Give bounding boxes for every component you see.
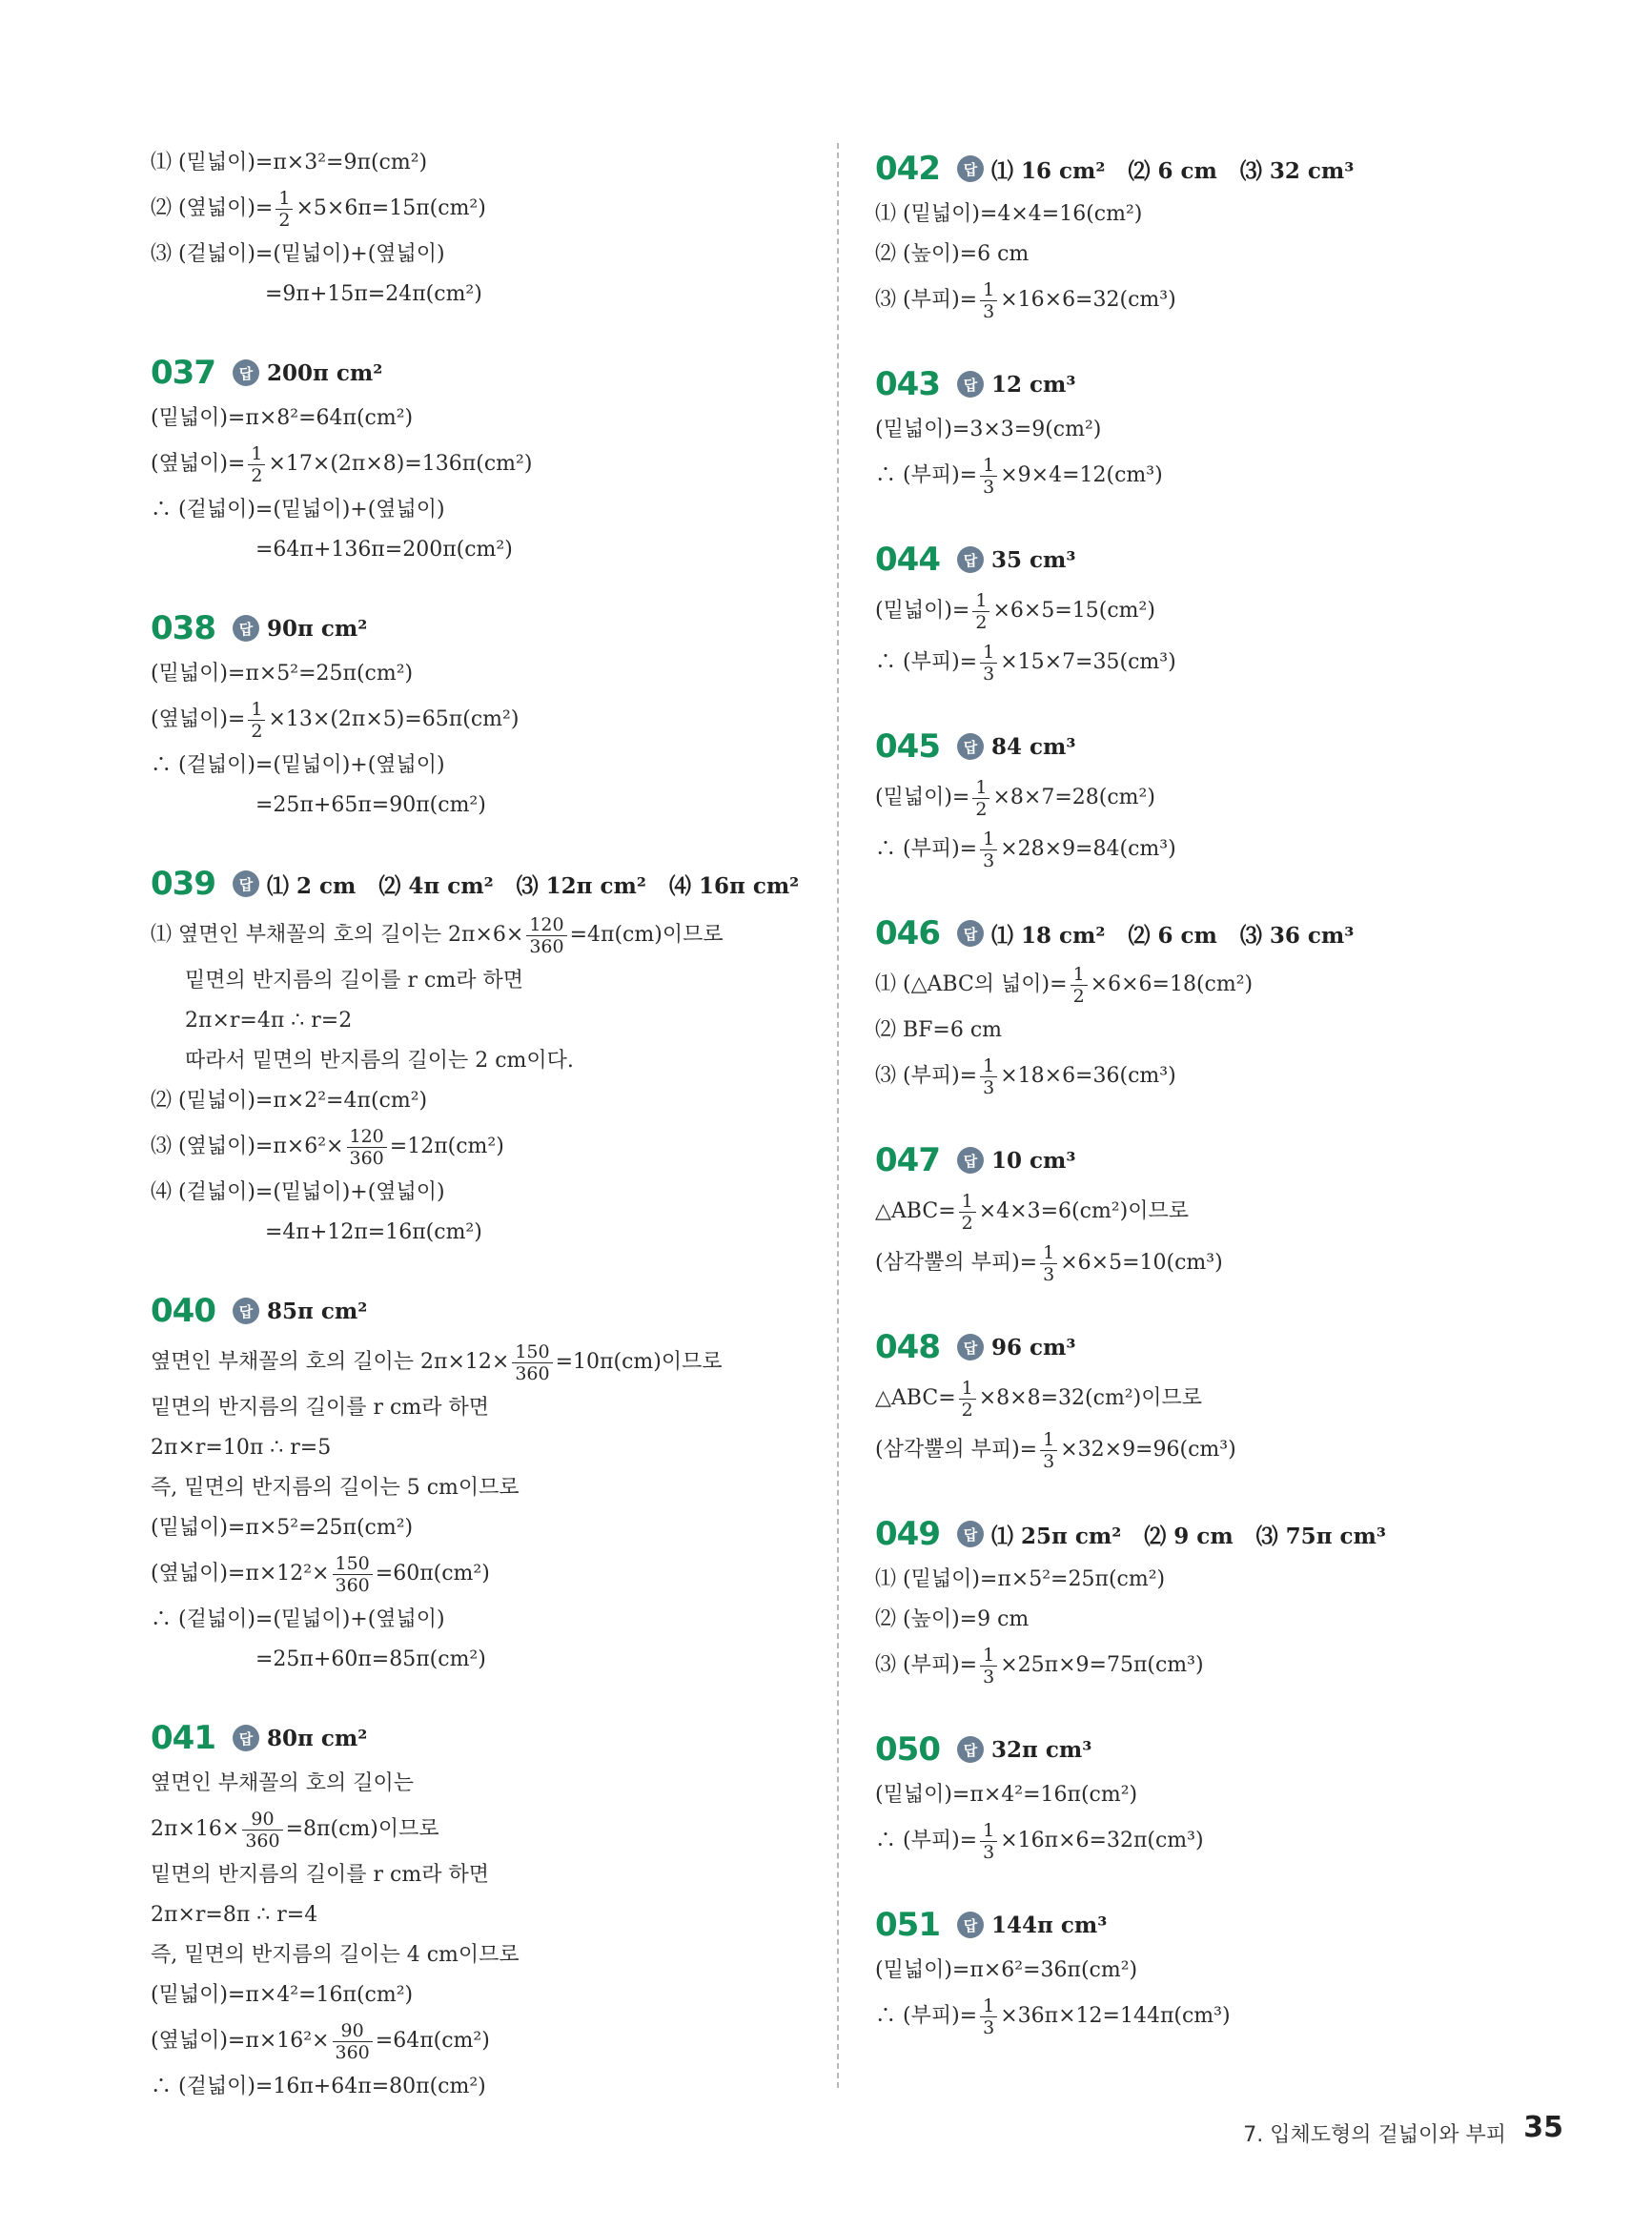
line-text: ×5×6π=15π(cm²) — [296, 196, 486, 220]
line-text: 따라서 밑면의 반지름의 길이는 2 cm이다. — [185, 1049, 574, 1073]
line-text: 밑면의 반지름의 길이를 r cm라 하면 — [185, 969, 523, 992]
fraction-numerator: 120 — [526, 914, 566, 936]
problem-header — [875, 1321, 1495, 1373]
fraction-denominator: 2 — [975, 611, 988, 633]
line-text: ∴ (겉넓이)=16π+64π=80π(cm²) — [151, 2075, 486, 2098]
solution-line — [151, 1001, 818, 1041]
solution-line — [151, 1081, 818, 1121]
line-text: =10π(cm)이므로 — [555, 1350, 723, 1374]
line-text: ∴ (겉넓이)=(밑넓이)+(옆넓이) — [151, 498, 445, 522]
fraction — [972, 777, 989, 820]
line-text: ∴ (부피)= — [875, 650, 978, 674]
problem-number: 040 — [151, 1292, 215, 1330]
fraction — [959, 1378, 976, 1421]
line-text: ⑷ (겉넓이)=(밑넓이)+(옆넓이) — [151, 1180, 445, 1204]
problem-header — [875, 1508, 1495, 1560]
line-text: (밑넓이)=π×5²=25π(cm²) — [151, 662, 414, 685]
line-text: ⑴ 옆면인 부채꼴의 호의 길이는 2π×6× — [151, 923, 524, 947]
fraction — [980, 1820, 997, 1863]
line-text: =25π+65π=90π(cm²) — [255, 793, 486, 817]
answer-badge: 답 — [233, 1298, 259, 1324]
left-column — [151, 143, 818, 2139]
problem-header — [875, 1899, 1495, 1951]
fraction — [512, 1341, 552, 1384]
answer-text: ⑴ 18 cm² ⑵ 6 cm ⑶ 36 cm³ — [991, 922, 1355, 949]
solution-line — [151, 399, 818, 439]
solution-line — [151, 143, 818, 183]
fraction — [248, 699, 265, 742]
line-text: =12π(cm²) — [389, 1135, 504, 1158]
line-text: =4π+12π=16π(cm²) — [265, 1220, 482, 1244]
solution-line — [151, 1213, 818, 1253]
solution-line — [151, 235, 818, 275]
solution-line — [151, 1895, 818, 1935]
fraction-numerator: 1 — [972, 590, 989, 612]
fraction-numerator: 90 — [242, 1809, 282, 1831]
solution-line — [875, 585, 1495, 637]
fraction-numerator: 1 — [980, 642, 997, 664]
fraction-denominator: 3 — [1043, 1263, 1055, 1285]
line-text: ⑵ (높이)=6 cm — [875, 242, 1030, 266]
fraction-denominator: 2 — [1072, 985, 1085, 1007]
fraction-numerator: 1 — [959, 1191, 976, 1213]
solution-line — [151, 1804, 818, 1855]
answer-badge: 답 — [957, 1334, 984, 1361]
solution-line — [151, 786, 818, 826]
fraction-numerator: 150 — [512, 1341, 552, 1363]
fraction-denominator: 3 — [983, 1841, 995, 1863]
line-text: ×16π×6=32π(cm³) — [1000, 1829, 1204, 1852]
line-text: (옆넓이)= — [151, 452, 246, 476]
solution-line — [151, 183, 818, 235]
fraction-numerator: 1 — [1071, 964, 1088, 986]
problem-number: 041 — [151, 1719, 215, 1757]
line-text: ⑵ (옆넓이)= — [151, 196, 274, 220]
fraction-numerator: 1 — [980, 1055, 997, 1077]
fraction-numerator: 120 — [347, 1126, 387, 1148]
fraction-denominator: 360 — [529, 935, 564, 957]
solution-line — [151, 490, 818, 530]
solution-line — [875, 1815, 1495, 1867]
line-text: ⑶ (부피)= — [875, 288, 978, 312]
solution-line — [875, 1011, 1495, 1051]
fraction-numerator: 1 — [980, 279, 997, 301]
answer-text: 84 cm³ — [991, 733, 1076, 760]
solution-line — [151, 1121, 818, 1173]
fraction-denominator: 2 — [961, 1399, 973, 1421]
problem-number: 049 — [875, 1515, 940, 1553]
fraction-numerator: 1 — [980, 1645, 997, 1667]
line-text: ∴ (겉넓이)=(밑넓이)+(옆넓이) — [151, 1607, 445, 1631]
line-text: ×9×4=12(cm³) — [1000, 463, 1163, 487]
fraction — [242, 1809, 282, 1852]
fraction-numerator: 1 — [972, 777, 989, 799]
solution-line — [875, 824, 1495, 875]
problem-number: 046 — [875, 914, 940, 952]
line-text: =8π(cm)이므로 — [285, 1817, 439, 1841]
fraction-denominator: 360 — [349, 1147, 384, 1169]
fraction-numerator: 90 — [333, 2020, 373, 2042]
fraction — [347, 1126, 387, 1169]
fraction-denominator: 3 — [983, 2016, 995, 2038]
fraction — [980, 1995, 997, 2038]
line-text: △ABC= — [875, 1199, 956, 1223]
solution-line — [875, 235, 1495, 275]
problem-number: 044 — [875, 541, 940, 579]
fraction-numerator: 1 — [1040, 1429, 1057, 1451]
line-text: 밑면의 반지름의 길이를 r cm라 하면 — [151, 1396, 489, 1420]
problem-number: 043 — [875, 365, 940, 403]
solution-line — [151, 1855, 818, 1895]
solution-line — [151, 1468, 818, 1508]
fraction — [980, 1055, 997, 1098]
problem-header — [875, 721, 1495, 772]
problem-number: 047 — [875, 1141, 940, 1179]
answer-text: 80π cm² — [267, 1725, 368, 1751]
line-text: ⑴ (밑넓이)=π×5²=25π(cm²) — [875, 1567, 1166, 1591]
problem-header — [151, 858, 818, 910]
problem-block — [875, 1321, 1495, 1476]
solution-line — [151, 2015, 818, 2067]
fraction-denominator: 3 — [1043, 1450, 1055, 1472]
fraction — [972, 590, 989, 633]
fraction-denominator: 360 — [335, 2041, 370, 2063]
fraction-denominator: 360 — [335, 1574, 370, 1596]
solution-line — [875, 1373, 1495, 1424]
fraction-denominator: 2 — [251, 720, 263, 742]
line-text: ×13×(2π×5)=65π(cm²) — [268, 707, 520, 731]
solution-line — [875, 410, 1495, 450]
answer-badge: 답 — [233, 870, 259, 897]
fraction — [526, 914, 566, 957]
line-text: ×8×7=28(cm²) — [992, 786, 1155, 809]
solution-line — [875, 1238, 1495, 1289]
line-text: ∴ (부피)= — [875, 1829, 978, 1852]
fraction-denominator: 3 — [983, 1076, 995, 1098]
fraction — [1071, 964, 1088, 1007]
solution-line — [151, 910, 818, 961]
fraction — [980, 1645, 997, 1688]
problem-number: 039 — [151, 865, 215, 903]
solution-line — [151, 694, 818, 746]
fraction — [333, 2020, 373, 2063]
line-text: ×25π×9=75π(cm³) — [1000, 1653, 1204, 1677]
line-text: =9π+15π=24π(cm²) — [265, 282, 482, 306]
answer-badge: 답 — [957, 546, 984, 573]
fraction-denominator: 360 — [245, 1830, 280, 1852]
line-text: 2π×16× — [151, 1817, 240, 1841]
answer-badge: 답 — [957, 1521, 984, 1547]
line-text: ⑶ (부피)= — [875, 1064, 978, 1088]
solution-line — [151, 654, 818, 694]
fraction — [248, 443, 265, 486]
solution-line — [151, 746, 818, 786]
line-text: (옆넓이)=π×12²× — [151, 1562, 330, 1586]
answer-text: ⑴ 25π cm² ⑵ 9 cm ⑶ 75π cm³ — [991, 1523, 1386, 1549]
problem-header — [151, 1712, 818, 1764]
line-text: ×18×6=36(cm³) — [1000, 1064, 1176, 1088]
answer-badge: 답 — [957, 1736, 984, 1763]
answer-text: 85π cm² — [267, 1298, 368, 1324]
fraction — [1040, 1429, 1057, 1472]
line-text: ⑵ BF=6 cm — [875, 1018, 1003, 1042]
solution-line — [875, 772, 1495, 824]
solution-line — [875, 1424, 1495, 1476]
problem-header — [151, 347, 818, 399]
problem-block — [151, 143, 818, 315]
fraction-numerator: 1 — [248, 443, 265, 465]
problem-block — [875, 534, 1495, 688]
line-text: (밑넓이)=π×5²=25π(cm²) — [151, 1516, 414, 1540]
line-text: (밑넓이)=π×4²=16π(cm²) — [151, 1983, 414, 2007]
fraction — [1040, 1242, 1057, 1285]
line-text: (옆넓이)= — [151, 707, 246, 731]
line-text: 2π×r=4π ∴ r=2 — [185, 1009, 353, 1033]
line-text: ×32×9=96(cm³) — [1060, 1438, 1236, 1462]
problem-number: 045 — [875, 727, 940, 766]
answer-text: 90π cm² — [267, 615, 368, 642]
line-text: ∴ (부피)= — [875, 463, 978, 487]
line-text: (삼각뿔의 부피)= — [875, 1251, 1038, 1275]
problem-block — [875, 143, 1495, 326]
fraction-denominator: 3 — [983, 476, 995, 498]
fraction-numerator: 1 — [980, 455, 997, 477]
line-text: ∴ (부피)= — [875, 837, 978, 861]
fraction — [959, 1191, 976, 1234]
line-text: ⑴ (밑넓이)=4×4=16(cm²) — [875, 202, 1143, 226]
chapter-title: 7. 입체도형의 겉넓이와 부피 — [1243, 2123, 1506, 2147]
solution-line — [151, 1508, 818, 1548]
solution-line — [875, 1991, 1495, 2042]
problem-block — [151, 858, 818, 1253]
solution-line — [151, 1764, 818, 1804]
answer-text: 10 cm³ — [991, 1147, 1076, 1174]
line-text: ×6×6=18(cm²) — [1090, 972, 1254, 996]
line-text: ⑶ (옆넓이)=π×6²× — [151, 1135, 344, 1158]
fraction-numerator: 1 — [1040, 1242, 1057, 1264]
line-text: =60π(cm²) — [375, 1562, 490, 1586]
problem-number: 042 — [875, 150, 940, 188]
problem-block — [875, 908, 1495, 1102]
problem-header — [875, 1724, 1495, 1775]
problem-header — [875, 143, 1495, 194]
problem-block — [151, 1712, 818, 2107]
solution-line — [151, 1548, 818, 1600]
solution-line — [151, 1428, 818, 1468]
fraction-numerator: 1 — [980, 1820, 997, 1842]
solution-line — [151, 1935, 818, 1975]
line-text: (밑넓이)=π×6²=36π(cm²) — [875, 1958, 1138, 1982]
fraction — [980, 829, 997, 871]
fraction — [980, 455, 997, 498]
solution-line — [875, 1640, 1495, 1691]
problem-header — [875, 1135, 1495, 1186]
line-text: ∴ (겉넓이)=(밑넓이)+(옆넓이) — [151, 753, 445, 777]
answer-text: ⑴ 2 cm ⑵ 4π cm² ⑶ 12π cm² ⑷ 16π cm² — [267, 872, 800, 899]
solution-line — [151, 275, 818, 315]
answer-badge: 답 — [233, 615, 259, 642]
line-text: (밑넓이)=π×8²=64π(cm²) — [151, 406, 414, 430]
line-text: ×4×3=6(cm²)이므로 — [978, 1199, 1189, 1223]
solution-line — [151, 1640, 818, 1680]
answer-badge: 답 — [957, 371, 984, 398]
answer-badge: 답 — [233, 359, 259, 386]
solution-line — [875, 1775, 1495, 1815]
answer-badge: 답 — [233, 1725, 259, 1751]
solution-line — [151, 961, 818, 1001]
line-text: =4π(cm)이므로 — [569, 923, 724, 947]
problem-block — [875, 1899, 1495, 2042]
problem-block — [875, 1508, 1495, 1691]
fraction-denominator: 3 — [983, 849, 995, 871]
solution-line — [875, 1951, 1495, 1991]
solution-line — [875, 1560, 1495, 1600]
fraction-denominator: 2 — [975, 798, 988, 820]
line-text: 즉, 밑면의 반지름의 길이는 5 cm이므로 — [151, 1476, 520, 1500]
fraction — [275, 188, 293, 231]
page-number: 35 — [1523, 2111, 1563, 2144]
fraction-numerator: 1 — [275, 188, 293, 210]
line-text: (밑넓이)= — [875, 786, 970, 809]
line-text: 2π×r=8π ∴ r=4 — [151, 1903, 318, 1927]
solution-line — [875, 1051, 1495, 1102]
fraction-denominator: 3 — [983, 1666, 995, 1688]
line-text: ×6×5=15(cm²) — [992, 599, 1155, 623]
solution-line — [875, 194, 1495, 235]
problem-header — [875, 534, 1495, 585]
line-text: =64π(cm²) — [375, 2029, 490, 2053]
line-text: ×8×8=32(cm²)이므로 — [978, 1386, 1202, 1410]
fraction — [980, 279, 997, 322]
line-text: (옆넓이)=π×16²× — [151, 2029, 330, 2053]
fraction-denominator: 360 — [515, 1362, 550, 1384]
answer-text: ⑴ 16 cm² ⑵ 6 cm ⑶ 32 cm³ — [991, 157, 1355, 184]
problem-number: 050 — [875, 1730, 940, 1769]
solution-line — [875, 959, 1495, 1011]
problem-header — [875, 908, 1495, 959]
fraction-denominator: 2 — [278, 209, 291, 231]
line-text: ⑵ (높이)=9 cm — [875, 1607, 1030, 1631]
problem-header — [875, 358, 1495, 410]
solution-line — [151, 1975, 818, 2015]
answer-text: 35 cm³ — [991, 546, 1076, 573]
line-text: =25π+60π=85π(cm²) — [255, 1647, 486, 1671]
answer-text: 12 cm³ — [991, 371, 1076, 398]
line-text: (밑넓이)=3×3=9(cm²) — [875, 418, 1102, 441]
line-text: 옆면인 부채꼴의 호의 길이는 2π×12× — [151, 1350, 510, 1374]
fraction-denominator: 2 — [961, 1212, 973, 1234]
line-text: ⑴ (밑넓이)=π×3²=9π(cm²) — [151, 151, 428, 174]
solution-line — [151, 1600, 818, 1640]
solution-line — [875, 1186, 1495, 1238]
answer-badge: 답 — [957, 1912, 984, 1938]
line-text: ⑵ (밑넓이)=π×2²=4π(cm²) — [151, 1089, 428, 1113]
right-column — [875, 143, 1495, 2075]
problem-block — [875, 721, 1495, 875]
solution-line — [875, 450, 1495, 501]
answer-badge: 답 — [957, 920, 984, 947]
line-text: △ABC= — [875, 1386, 956, 1410]
fraction-numerator: 1 — [980, 1995, 997, 2017]
answer-badge: 답 — [957, 733, 984, 760]
fraction-numerator: 1 — [980, 829, 997, 850]
line-text: (밑넓이)= — [875, 599, 970, 623]
line-text: ⑶ (부피)= — [875, 1653, 978, 1677]
line-text: ⑴ (△ABC의 넓이)= — [875, 972, 1068, 996]
problem-block — [875, 1724, 1495, 1867]
solution-line — [151, 1173, 818, 1213]
solution-line — [875, 637, 1495, 688]
line-text: ×17×(2π×8)=136π(cm²) — [268, 452, 533, 476]
line-text: 즉, 밑면의 반지름의 길이는 4 cm이므로 — [151, 1943, 520, 1967]
problem-number: 051 — [875, 1906, 940, 1944]
answer-text: 32π cm³ — [991, 1736, 1092, 1763]
solution-line — [151, 1388, 818, 1428]
solution-line — [875, 1600, 1495, 1640]
fraction-numerator: 1 — [959, 1378, 976, 1400]
answer-badge: 답 — [957, 155, 984, 182]
answer-text: 200π cm² — [267, 359, 383, 386]
problem-block — [875, 1135, 1495, 1289]
fraction-denominator: 2 — [251, 464, 263, 486]
line-text: ×6×5=10(cm³) — [1060, 1251, 1223, 1275]
solution-line — [151, 2067, 818, 2107]
line-text: ×36π×12=144π(cm³) — [1000, 2004, 1231, 2028]
line-text: (삼각뿔의 부피)= — [875, 1438, 1038, 1462]
fraction — [980, 642, 997, 685]
line-text: ×28×9=84(cm³) — [1000, 837, 1176, 861]
line-text: (밑넓이)=π×4²=16π(cm²) — [875, 1783, 1138, 1807]
column-divider — [837, 143, 839, 2088]
problem-header — [151, 1285, 818, 1337]
fraction-denominator: 3 — [983, 663, 995, 685]
fraction-numerator: 1 — [248, 699, 265, 721]
fraction-denominator: 3 — [983, 300, 995, 322]
line-text: 밑면의 반지름의 길이를 r cm라 하면 — [151, 1863, 489, 1887]
solution-line — [151, 1337, 818, 1388]
solution-line — [151, 1041, 818, 1081]
answer-text: 96 cm³ — [991, 1334, 1076, 1361]
problem-block — [151, 347, 818, 570]
answer-text: 144π cm³ — [991, 1912, 1108, 1938]
line-text: ×15×7=35(cm³) — [1000, 650, 1176, 674]
problem-number: 037 — [151, 354, 215, 392]
problem-block — [875, 358, 1495, 501]
problem-number: 038 — [151, 609, 215, 647]
problem-block — [151, 1285, 818, 1680]
solution-line — [151, 530, 818, 570]
solution-line — [151, 439, 818, 490]
line-text: 옆면인 부채꼴의 호의 길이는 — [151, 1771, 415, 1795]
line-text: 2π×r=10π ∴ r=5 — [151, 1436, 332, 1460]
answer-badge: 답 — [957, 1147, 984, 1174]
problem-number: 048 — [875, 1328, 940, 1366]
fraction-numerator: 150 — [333, 1553, 373, 1575]
problem-block — [151, 603, 818, 826]
line-text: ⑶ (겉넓이)=(밑넓이)+(옆넓이) — [151, 242, 445, 266]
problem-header — [151, 603, 818, 654]
fraction — [333, 1553, 373, 1596]
line-text: ×16×6=32(cm³) — [1000, 288, 1176, 312]
solution-line — [875, 275, 1495, 326]
line-text: =64π+136π=200π(cm²) — [255, 538, 513, 562]
line-text: ∴ (부피)= — [875, 2004, 978, 2028]
